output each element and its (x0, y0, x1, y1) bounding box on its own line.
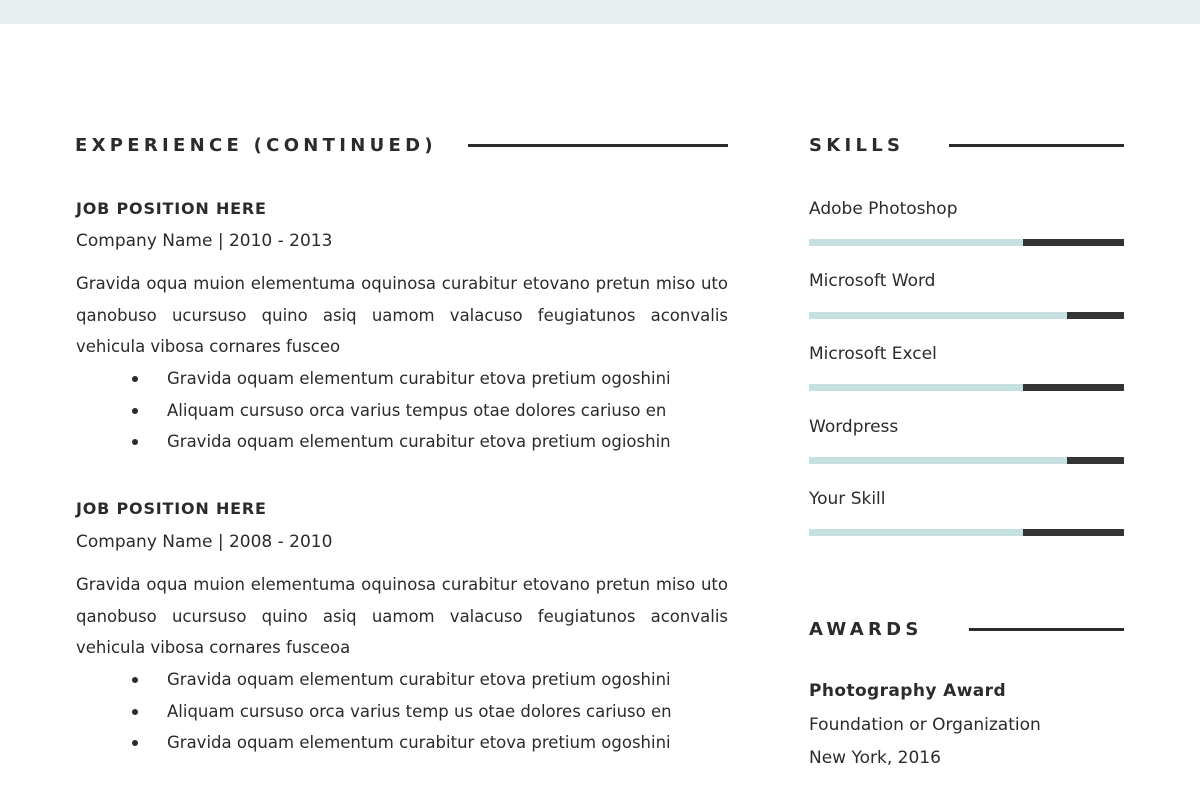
award-location-year: New York, 2016 (809, 748, 941, 768)
bullet-icon (132, 408, 138, 414)
skill-bar (809, 529, 1124, 536)
bullet-text: Gravida oquam elementum curabitur etova pretium ogoshini (167, 670, 671, 689)
skill-bar-fill (809, 384, 1023, 391)
awards-heading: AWARDS (809, 619, 923, 640)
skill-name: Adobe Photoshop (809, 199, 958, 219)
job-title: JOB POSITION HERE (76, 199, 267, 218)
bullet-text: Gravida oquam elementum curabitur etova pretium ogioshin (167, 432, 671, 451)
bullet-item (76, 664, 736, 696)
award-organization: Foundation or Organization (809, 715, 1041, 735)
job-description: Gravida oqua muion elementuma oquinosa curabitur etovano pretun miso uto qanobuso ucursuso quino asiq uamom valacuso feugiatunos aconvalis vehicula vibosa cornares fusceoa (76, 575, 728, 657)
experience-heading-rule (468, 144, 728, 147)
skill-bar (809, 312, 1124, 319)
bullet-item (76, 395, 736, 427)
job-title: JOB POSITION HERE (76, 499, 267, 518)
bullet-item (76, 727, 736, 759)
skill-bar-fill (809, 312, 1067, 319)
skill-bar-fill (809, 529, 1023, 536)
award-title: Photography Award (809, 681, 1007, 701)
bullet-text: Aliquam cursuso orca varius tempus otae dolores cariuso en (167, 400, 667, 420)
bullet-text: Gravida oquam elementum curabitur etova pretium ogoshini (167, 733, 671, 752)
skills-heading-rule (949, 144, 1124, 147)
bullet-icon (132, 439, 138, 445)
skill-bar (809, 384, 1124, 391)
skill-name: Microsoft Word (809, 271, 936, 291)
job-bullet-list (76, 664, 736, 759)
bullet-icon (132, 740, 138, 746)
skill-name: Wordpress (809, 417, 899, 437)
skill-bar-fill (809, 239, 1023, 246)
bullet-icon (132, 709, 138, 715)
skill-bar-fill (809, 457, 1067, 464)
experience-heading: EXPERIENCE (CONTINUED) (75, 135, 437, 156)
bullet-item (76, 426, 736, 458)
bullet-item (76, 696, 736, 728)
bullet-item (76, 363, 736, 395)
skills-heading: SKILLS (809, 135, 905, 156)
skill-bar (809, 457, 1124, 464)
job-description: Gravida oqua muion elementuma oquinosa curabitur etovano pretun miso uto qanobuso ucursuso quino asiq uamom valacuso feugiatunos aconvalis vehicula vibosa cornares fusceo (76, 274, 728, 356)
top-band (0, 0, 1200, 24)
bullet-text: Gravida oquam elementum curabitur etova pretium ogoshini (167, 369, 671, 388)
company-line: Company Name | 2008 - 2010 (76, 532, 333, 552)
awards-heading-rule (969, 628, 1124, 631)
job-bullet-list (76, 363, 736, 458)
bullet-icon (132, 677, 138, 683)
skill-name: Microsoft Excel (809, 344, 937, 364)
bullet-text: Aliquam cursuso orca varius temp us otae dolores cariuso en (167, 701, 672, 721)
skill-bar (809, 239, 1124, 246)
bullet-icon (132, 376, 138, 382)
skill-name: Your Skill (809, 489, 886, 509)
company-line: Company Name | 2010 - 2013 (76, 231, 333, 251)
